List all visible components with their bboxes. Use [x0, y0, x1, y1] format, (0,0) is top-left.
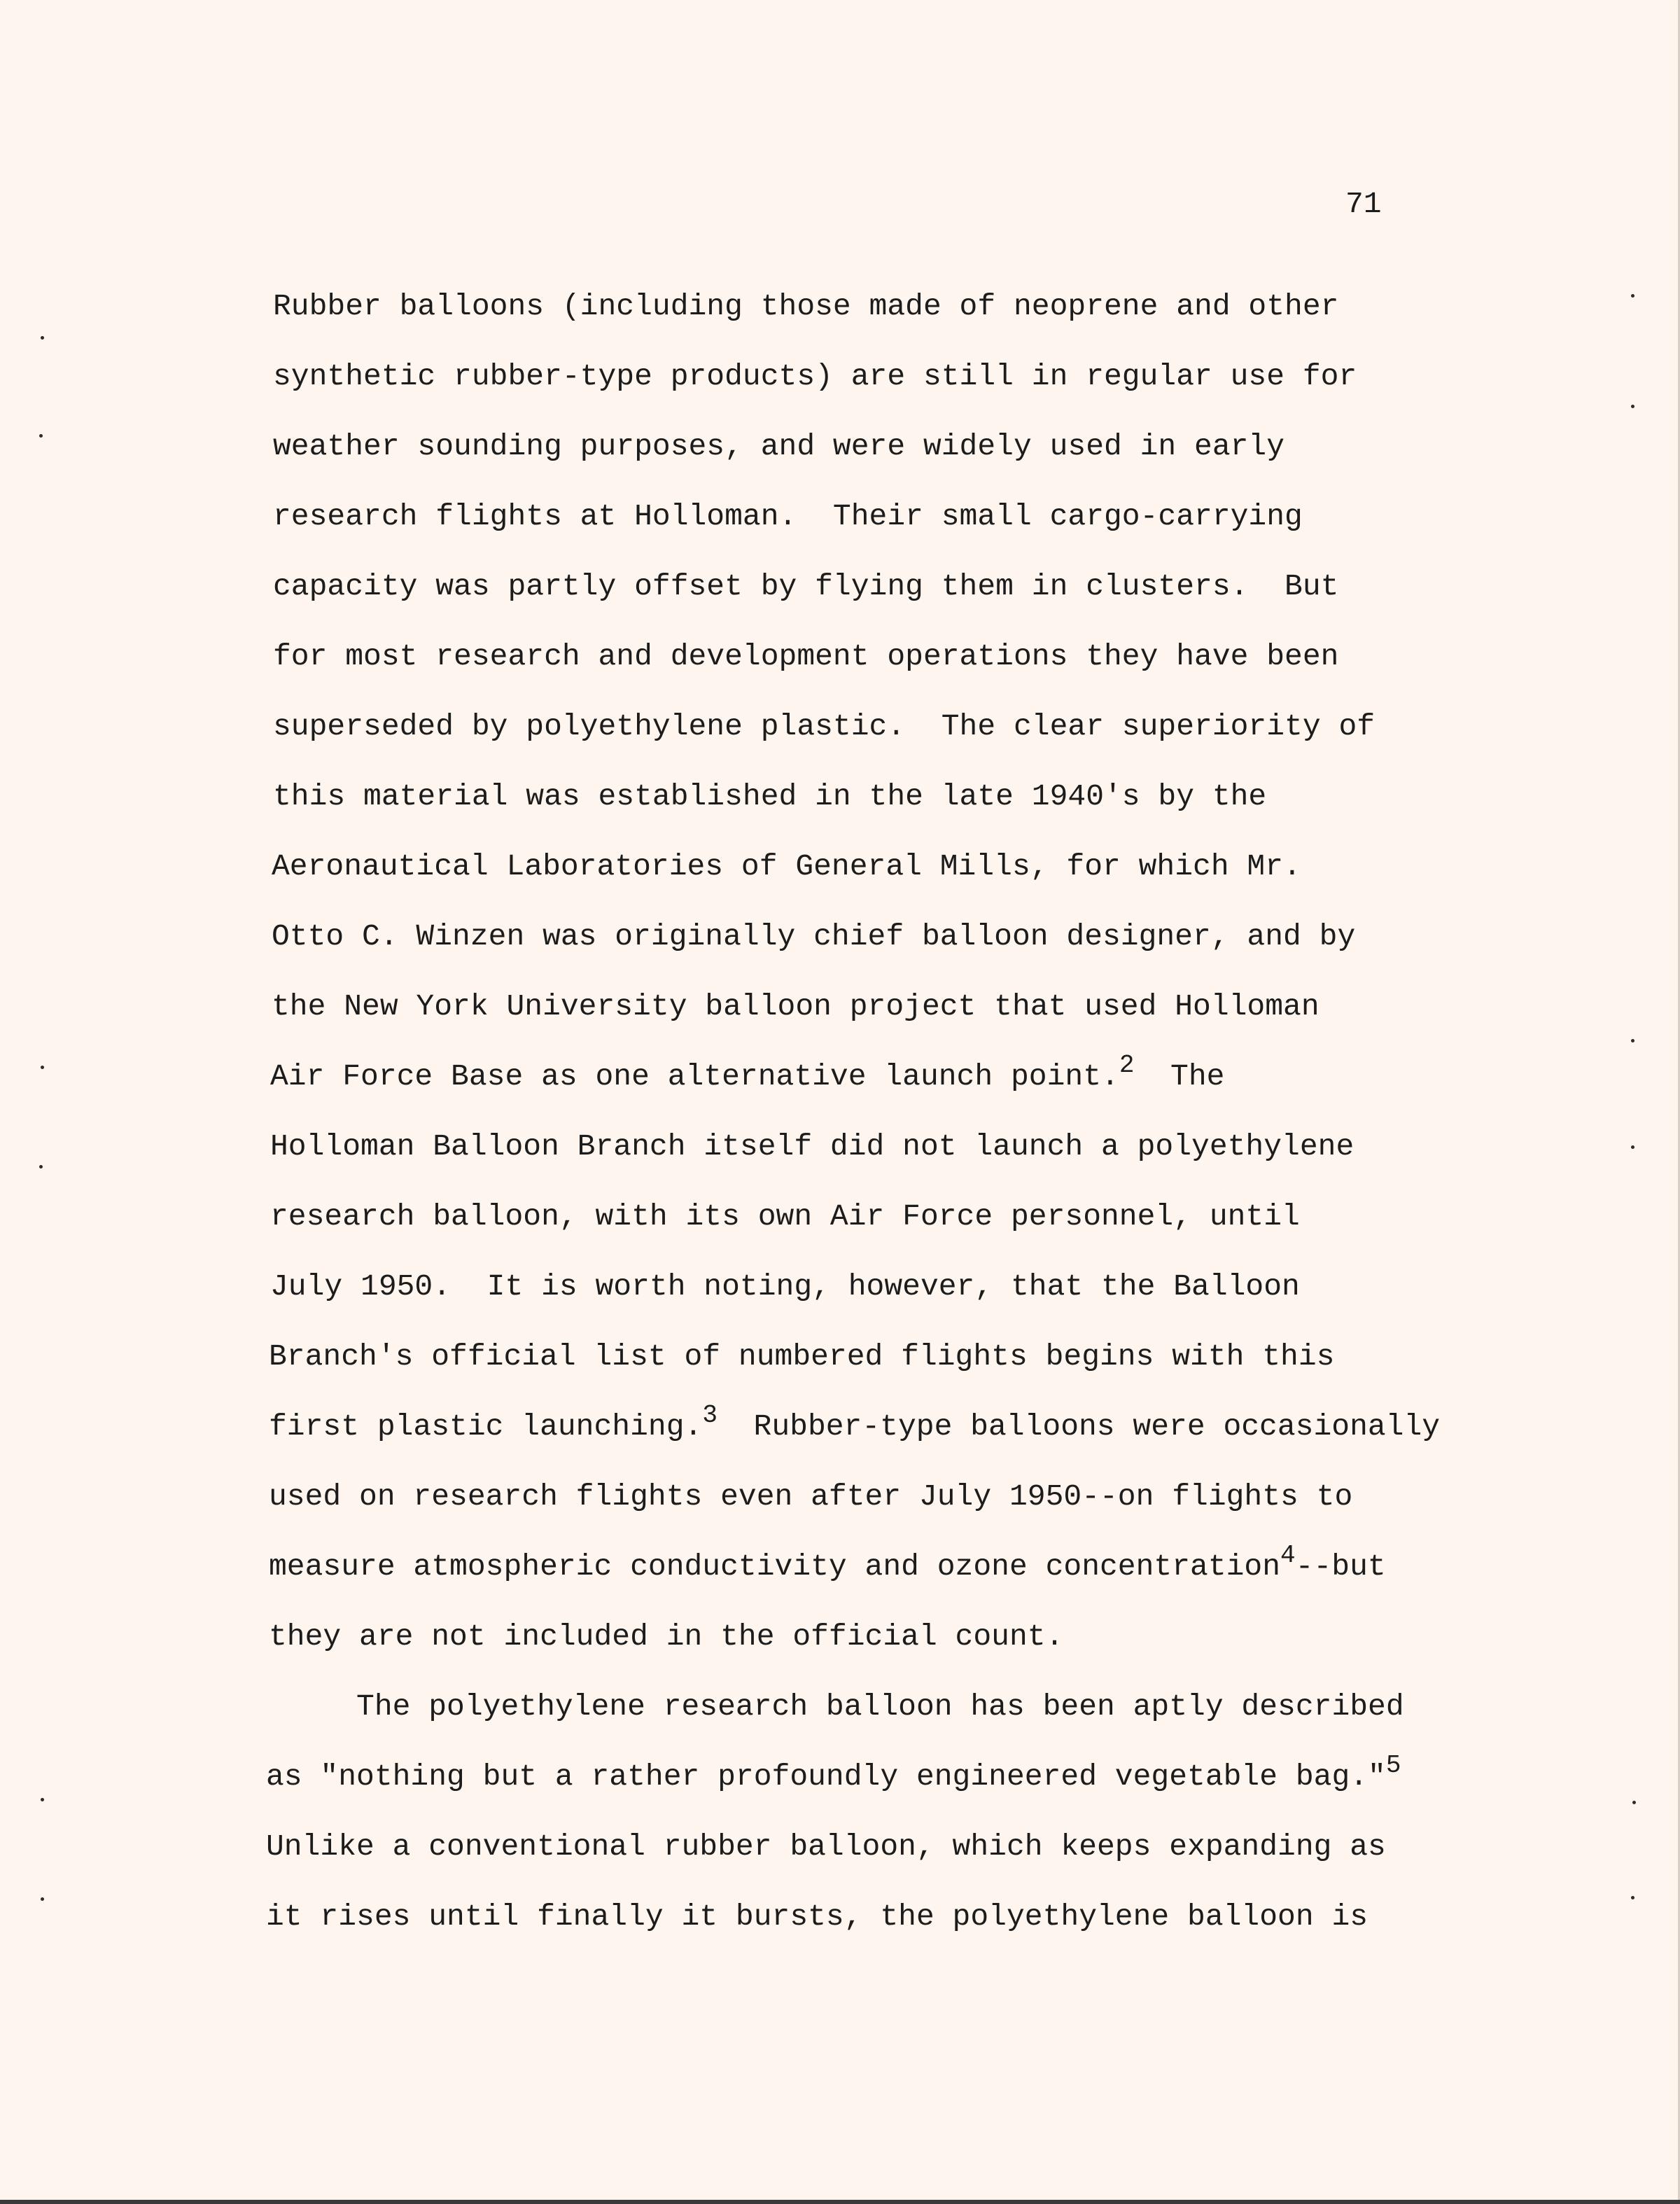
- text-line: Unlike a conventional rubber balloon, which keeps expanding as: [266, 1829, 1386, 1864]
- scan-speck: [41, 336, 44, 340]
- text-line: superseded by polyethylene plastic. The clear superiority of: [273, 709, 1376, 744]
- text-line: they are not included in the official count.: [269, 1619, 1064, 1654]
- footnote-marker: 4: [1280, 1541, 1296, 1570]
- footnote-marker: 3: [702, 1401, 718, 1430]
- text-line: weather sounding purposes, and were widely used in early: [273, 429, 1285, 463]
- text-line: synthetic rubber-type products) are still in regular use for: [273, 359, 1357, 393]
- scan-speck: [41, 1798, 44, 1801]
- text-line: research flights at Holloman. Their small cargo-carrying: [273, 499, 1303, 533]
- scan-speck: [1631, 1145, 1634, 1149]
- scan-speck: [1631, 1896, 1634, 1899]
- scan-speck: [1631, 294, 1634, 298]
- footnote-marker: 5: [1385, 1751, 1401, 1780]
- text-line: as "nothing but a rather profoundly engineered vegetable bag."$^5$: [266, 1751, 1401, 1794]
- footnote-marker: 2: [1119, 1051, 1135, 1080]
- text-line: used on research flights even after July 1950--on flights to: [269, 1479, 1353, 1514]
- page-number: 71: [1345, 187, 1382, 221]
- scan-speck: [1631, 405, 1634, 408]
- scan-speck: [39, 1165, 43, 1169]
- scan-speck: [1632, 1801, 1636, 1804]
- text-line: for most research and development operations they have been: [273, 639, 1339, 674]
- scan-speck: [1631, 1039, 1634, 1042]
- text-line: it rises until finally it bursts, the polyethylene balloon is: [266, 1899, 1368, 1934]
- text-line: Air Force Base as one alternative launch point.$^2$ The: [270, 1051, 1225, 1094]
- text-line: the New York University balloon project that used Holloman: [272, 989, 1320, 1024]
- text-line: research balloon, with its own Air Force personnel, until: [270, 1199, 1300, 1234]
- text-line: Aeronautical Laboratories of General Mills, for which Mr.: [272, 849, 1301, 884]
- text-line: measure atmospheric conductivity and ozone concentration$^4$--but: [269, 1541, 1386, 1584]
- text-line: Rubber balloons (including those made of neoprene and other: [273, 289, 1339, 323]
- text-line: this material was established in the late 1940's by the: [273, 779, 1267, 814]
- scan-speck: [39, 434, 43, 438]
- text-line: Branch's official list of numbered flights begins with this: [269, 1339, 1335, 1374]
- text-line: July 1950. It is worth noting, however, that the Balloon: [270, 1269, 1300, 1304]
- text-line: The polyethylene research balloon has been aptly described: [266, 1689, 1404, 1724]
- scan-edge-bottom: [0, 2200, 1680, 2204]
- scan-speck: [41, 1066, 44, 1069]
- text-line: Otto C. Winzen was originally chief balloon designer, and by: [272, 919, 1356, 954]
- scan-speck: [41, 1897, 44, 1901]
- text-line: capacity was partly offset by flying them in clusters. But: [273, 569, 1339, 604]
- text-line: first plastic launching.$^3$ Rubber-type balloons were occasionally: [269, 1401, 1441, 1444]
- text-line: Holloman Balloon Branch itself did not launch a polyethylene: [270, 1129, 1354, 1164]
